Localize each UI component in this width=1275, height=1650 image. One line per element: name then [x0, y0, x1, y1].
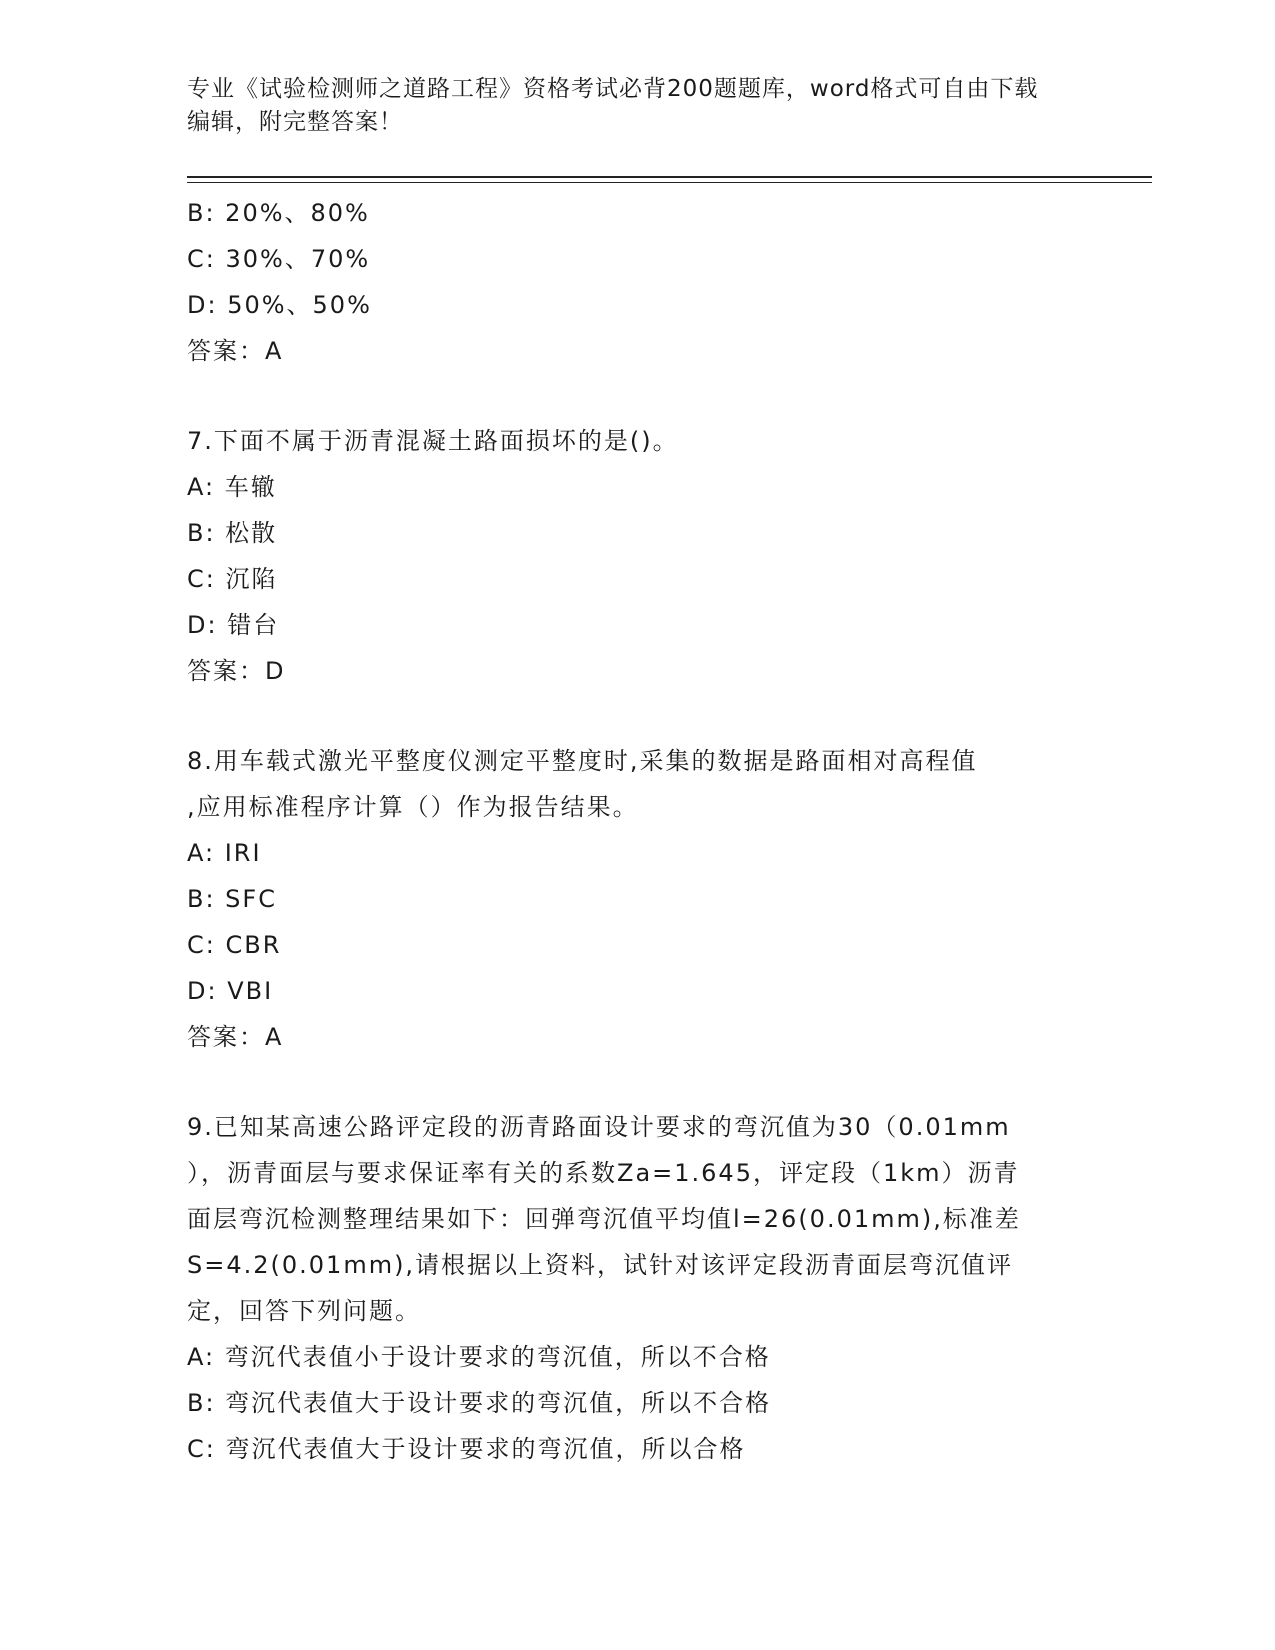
option-c: C: CBR [187, 931, 282, 959]
header-line-2: 编辑，附完整答案！ [187, 109, 403, 135]
option-c: C: 30%、70% [187, 245, 371, 273]
header-rule-thick [187, 176, 1152, 178]
option-b: B: 20%、80% [187, 199, 370, 227]
question-stem-line-2: ），沥青面层与要求保证率有关的系数Za=1.645，评定段（1km）沥青 [187, 1159, 1020, 1187]
option-b: B: 弯沉代表值大于设计要求的弯沉值，所以不合格 [187, 1389, 772, 1417]
spacer [187, 1060, 1087, 1104]
option-d: D: VBI [187, 977, 274, 1005]
question-stem-line-2: ,应用标准程序计算（）作为报告结果。 [187, 793, 639, 821]
spacer [187, 374, 1087, 418]
option-d: D: 50%、50% [187, 291, 372, 319]
question-9 [187, 1104, 1087, 1472]
spacer [187, 694, 1087, 738]
option-b: B: 松散 [187, 519, 278, 547]
option-d: D: 错台 [187, 611, 280, 639]
answer-line: 答案：A [187, 337, 284, 365]
question-stem-line-4: S=4.2(0.01mm),请根据以上资料，试针对该评定段沥青面层弯沉值评 [187, 1251, 1014, 1279]
question-7 [187, 418, 1087, 694]
question-8 [187, 738, 1087, 1060]
question-stem-line-3: 面层弯沉检测整理结果如下：回弹弯沉值平均值l=26(0.01mm),标准差 [187, 1205, 1021, 1233]
option-c: C: 沉陷 [187, 565, 278, 593]
option-a: A: 车辙 [187, 473, 277, 501]
option-b: B: SFC [187, 885, 277, 913]
option-a: A: 弯沉代表值小于设计要求的弯沉值，所以不合格 [187, 1343, 771, 1371]
question-stem-line-1: 9.已知某高速公路评定段的沥青路面设计要求的弯沉值为30（0.01mm [187, 1113, 1011, 1141]
question-6-tail [187, 190, 1087, 374]
option-a: A: IRI [187, 839, 262, 867]
document-content [187, 190, 1087, 1472]
header-rule-thin [187, 182, 1152, 183]
header-line-1: 专业《试验检测师之道路工程》资格考试必背200题题库，word格式可自由下载 [187, 76, 1039, 102]
question-stem: 7.下面不属于沥青混凝土路面损坏的是()。 [187, 427, 679, 455]
option-c: C: 弯沉代表值大于设计要求的弯沉值，所以合格 [187, 1435, 746, 1463]
question-stem-line-1: 8.用车载式激光平整度仪测定平整度时,采集的数据是路面相对高程值 [187, 747, 978, 775]
answer-line: 答案：D [187, 657, 286, 685]
question-stem-line-5: 定，回答下列问题。 [187, 1297, 421, 1325]
answer-line: 答案：A [187, 1023, 284, 1051]
page-header [187, 73, 1087, 139]
